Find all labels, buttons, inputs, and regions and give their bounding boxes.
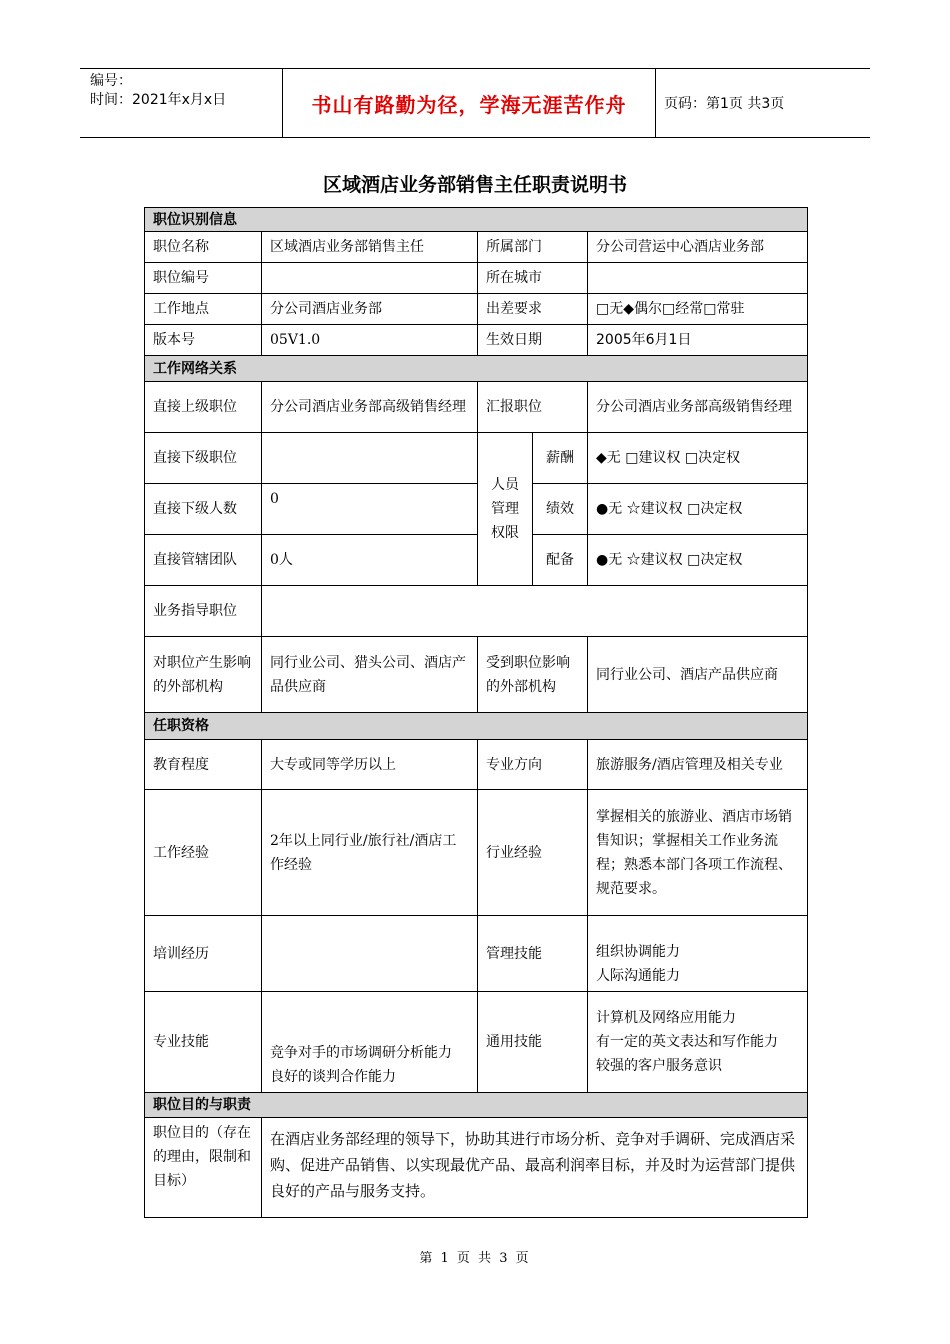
- section-purpose: 职位目的与职责: [145, 1093, 808, 1118]
- report-label: 汇报职位: [478, 382, 588, 433]
- ext-affect-label: 对职位产生影响的外部机构: [145, 637, 262, 713]
- document-title: 区域酒店业务部销售主任职责说明书: [322, 174, 627, 196]
- time-label: 时间：2021年x月x日: [90, 92, 227, 108]
- subordinate-label: 直接下级职位: [145, 433, 262, 484]
- team-label: 直接管辖团队: [145, 535, 262, 586]
- location-label: 工作地点: [145, 294, 262, 325]
- industry-label: 行业经验: [478, 790, 588, 916]
- city-value: [588, 263, 808, 294]
- sub-count-value: 0: [262, 484, 478, 535]
- training-label: 培训经历: [145, 916, 262, 992]
- education-label: 教育程度: [145, 740, 262, 790]
- pro-skill-2: 良好的谈判合作能力: [270, 1069, 396, 1085]
- guidance-label: 业务指导职位: [145, 586, 262, 637]
- ext-affected-label: 受到职位影响的外部机构: [478, 637, 588, 713]
- travel-value: □无◆偶尔□经常□常驻: [588, 294, 808, 325]
- general-skill-1: 计算机及网络应用能力: [596, 1010, 736, 1026]
- header-meta: [80, 69, 282, 137]
- major-label: 专业方向: [478, 740, 588, 790]
- position-code-label: 职位编号: [145, 263, 262, 294]
- general-skill-label: 通用技能: [478, 992, 588, 1093]
- page-header: [80, 68, 870, 138]
- sub-count-label: 直接下级人数: [145, 484, 262, 535]
- experience-value: 2年以上同行业/旅行社/酒店工作经验: [262, 790, 478, 916]
- location-value: 分公司酒店业务部: [262, 294, 478, 325]
- mgmt-skill-value: [588, 916, 808, 992]
- section-network: 工作网络关系: [145, 356, 808, 382]
- section-qualification: 任职资格: [145, 713, 808, 740]
- ext-affected-value: 同行业公司、酒店产品供应商: [588, 637, 808, 713]
- dept-label: 所属部门: [478, 232, 588, 263]
- report-value: 分公司酒店业务部高级销售经理: [588, 382, 808, 433]
- ext-affect-value: 同行业公司、猎头公司、酒店产品供应商: [262, 637, 478, 713]
- version-value: 05V1.0: [262, 325, 478, 356]
- pro-skill-value: [262, 992, 478, 1093]
- guidance-value: [262, 586, 808, 637]
- team-value: 0人: [262, 535, 478, 586]
- mgmt-skill-label: 管理技能: [478, 916, 588, 992]
- perf-label: 绩效: [533, 484, 588, 535]
- subordinate-value: [262, 433, 478, 484]
- dept-value: 分公司营运中心酒店业务部: [588, 232, 808, 263]
- training-value: [262, 916, 478, 992]
- perf-value: ●无 ☆建议权 □决定权: [588, 484, 808, 535]
- education-value: 大专或同等学历以上: [262, 740, 478, 790]
- section-identity: 职位识别信息: [145, 208, 808, 232]
- experience-label: 工作经验: [145, 790, 262, 916]
- general-skill-value: [588, 992, 808, 1093]
- position-code: [262, 263, 478, 294]
- page-number-text: 页码：第1页 共3页: [664, 96, 785, 112]
- purpose-label: 职位目的（存在的理由，限制和目标）: [145, 1118, 262, 1218]
- pro-skill-label: 专业技能: [145, 992, 262, 1093]
- travel-label: 出差要求: [478, 294, 588, 325]
- mgmt-skill-1: 组织协调能力: [596, 944, 680, 960]
- serial-label: 编号：: [90, 73, 132, 89]
- salary-label: 薪酬: [533, 433, 588, 484]
- pro-skill-1: 竞争对手的市场调研分析能力: [270, 1045, 452, 1061]
- job-description-table: [144, 207, 808, 1218]
- position-name-label: 职位名称: [145, 232, 262, 263]
- effective-label: 生效日期: [478, 325, 588, 356]
- salary-value: ◆无 □建议权 □决定权: [588, 433, 808, 484]
- staffing-label: 配备: [533, 535, 588, 586]
- city-label: 所在城市: [478, 263, 588, 294]
- version-label: 版本号: [145, 325, 262, 356]
- mgmt-skill-2: 人际沟通能力: [596, 968, 680, 984]
- page-footer: 第 1 页 共 3 页: [419, 1251, 531, 1266]
- staffing-value: ●无 ☆建议权 □决定权: [588, 535, 808, 586]
- header-page-label: [664, 69, 870, 137]
- mgmt-authority-label: 人员管理权限: [478, 433, 533, 586]
- position-name: 区域酒店业务部销售主任: [262, 232, 478, 263]
- general-skill-2: 有一定的英文表达和写作能力: [596, 1034, 778, 1050]
- purpose-text: 在酒店业务部经理的领导下，协助其进行市场分析、竞争对手调研、完成酒店采购、促进产品销售、以实现最优产品、最高利润率目标，并及时为运营部门提供良好的产品与服务支持。: [262, 1118, 808, 1218]
- major-value: 旅游服务/酒店管理及相关专业: [588, 740, 808, 790]
- industry-value: 掌握相关的旅游业、酒店市场销售知识；掌握相关工作业务流程；熟悉本部门各项工作流程、规范要求。: [588, 790, 808, 916]
- general-skill-3: 较强的客户服务意识: [596, 1058, 722, 1074]
- superior-label: 直接上级职位: [145, 382, 262, 433]
- superior-value: 分公司酒店业务部高级销售经理: [262, 382, 478, 433]
- header-motto: 书山有路勤为径，学海无涯苦作舟: [282, 69, 656, 137]
- effective-value: 2005年6月1日: [588, 325, 808, 356]
